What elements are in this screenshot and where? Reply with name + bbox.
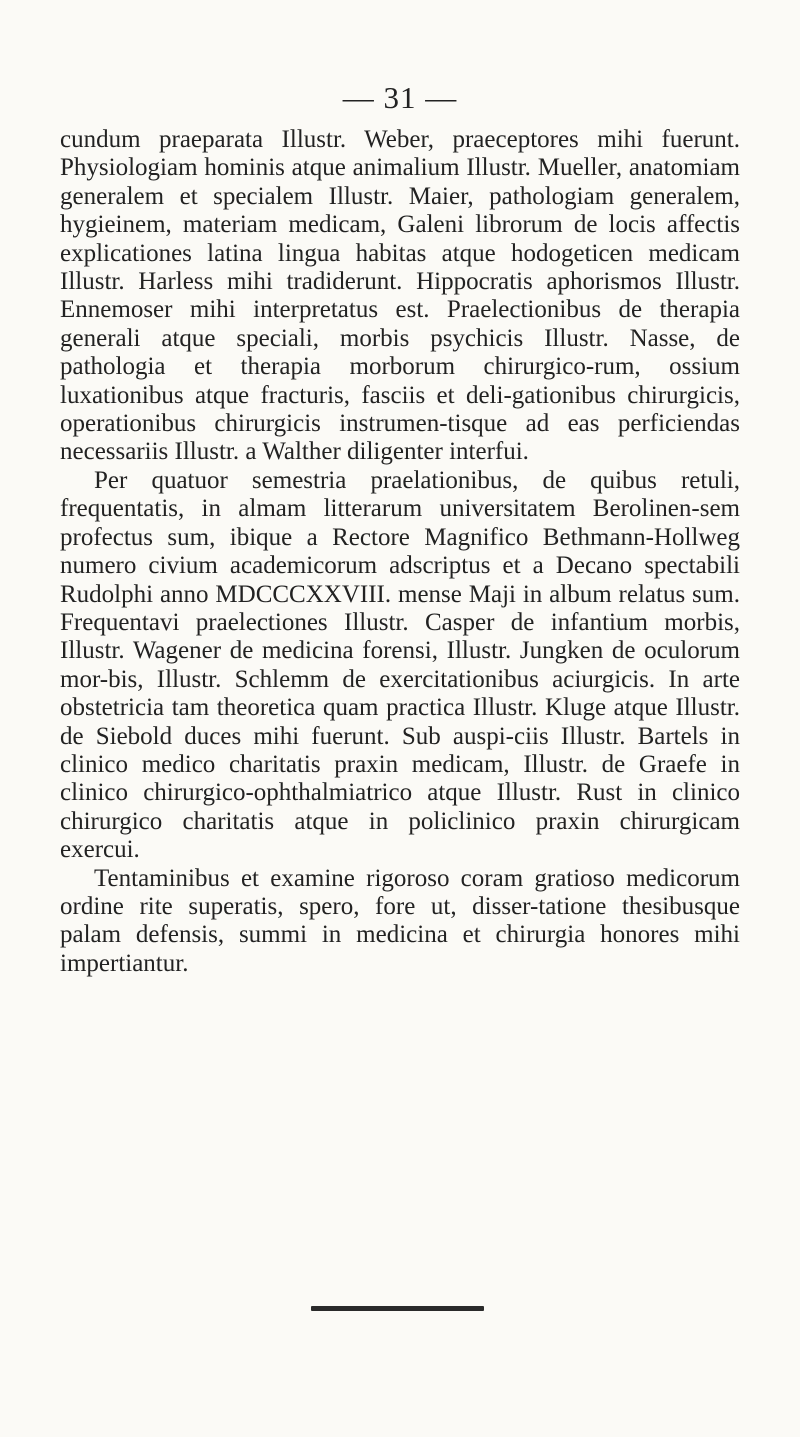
paragraph: cundum praeparata Illustr. Weber, praeceptores mihi fuerunt. Physiologiam hominis atque animalium Illustr. Mueller, anatomiam generalem et specialem Illustr. Maier, pathologiam generalem, hygieinem, materiam medicam, Galeni librorum de locis affectis explicationes latina lingua habitas atque hodogeticen medicam Illustr. Harless mihi tradiderunt. Hippocratis aphorismos Illustr. Ennemoser mihi interpretatus est. Praelectionibus de therapia generali atque speciali, morbis psychicis Illustr. Nasse, de pathologia et therapia morborum chirurgico-rum, ossium luxationibus atque fracturis, fasciis et deli-gationibus chirurgicis, operationibus chirurgicis instrumen-tisque ad eas perficiendas necessariis Illustr. a Walther diligenter interfui.: [60, 126, 740, 466]
body-text: [60, 126, 740, 978]
paragraph: Tentaminibus et examine rigoroso coram gratioso medicorum ordine rite superatis, spero, fore ut, disser-tatione thesibusque palam defensis, summi in medicina et chirurgia honores mihi impertiantur.: [60, 864, 740, 977]
paragraph: Per quatuor semestria praelationibus, de quibus retuli, frequentatis, in almam litterarum universitatem Berolinen-sem profectus sum, ibique a Rectore Magnifico Bethmann-Hollweg numero civium academicorum adscriptus et a Decano spectabili Rudolphi anno MDCCCXXVIII. mense Maji in album relatus sum. Frequentavi praelectiones Illustr. Casper de infantium morbis, Illustr. Wagener de medicina forensi, Illustr. Jungken de oculorum mor-bis, Illustr. Schlemm de exercitationibus aciurgicis. In arte obstetricia tam theoretica quam practica Illustr. Kluge atque Illustr. de Siebold duces mihi fuerunt. Sub auspi-ciis Illustr. Bartels in clinico medico charitatis praxin medicam, Illustr. de Graefe in clinico chirurgico-ophthalmiatrico atque Illustr. Rust in clinico chirurgico charitatis atque in policlinico praxin chirurgicam exercui.: [60, 466, 740, 864]
end-rule: [311, 1306, 484, 1311]
page-number: — 31 —: [342, 80, 458, 115]
